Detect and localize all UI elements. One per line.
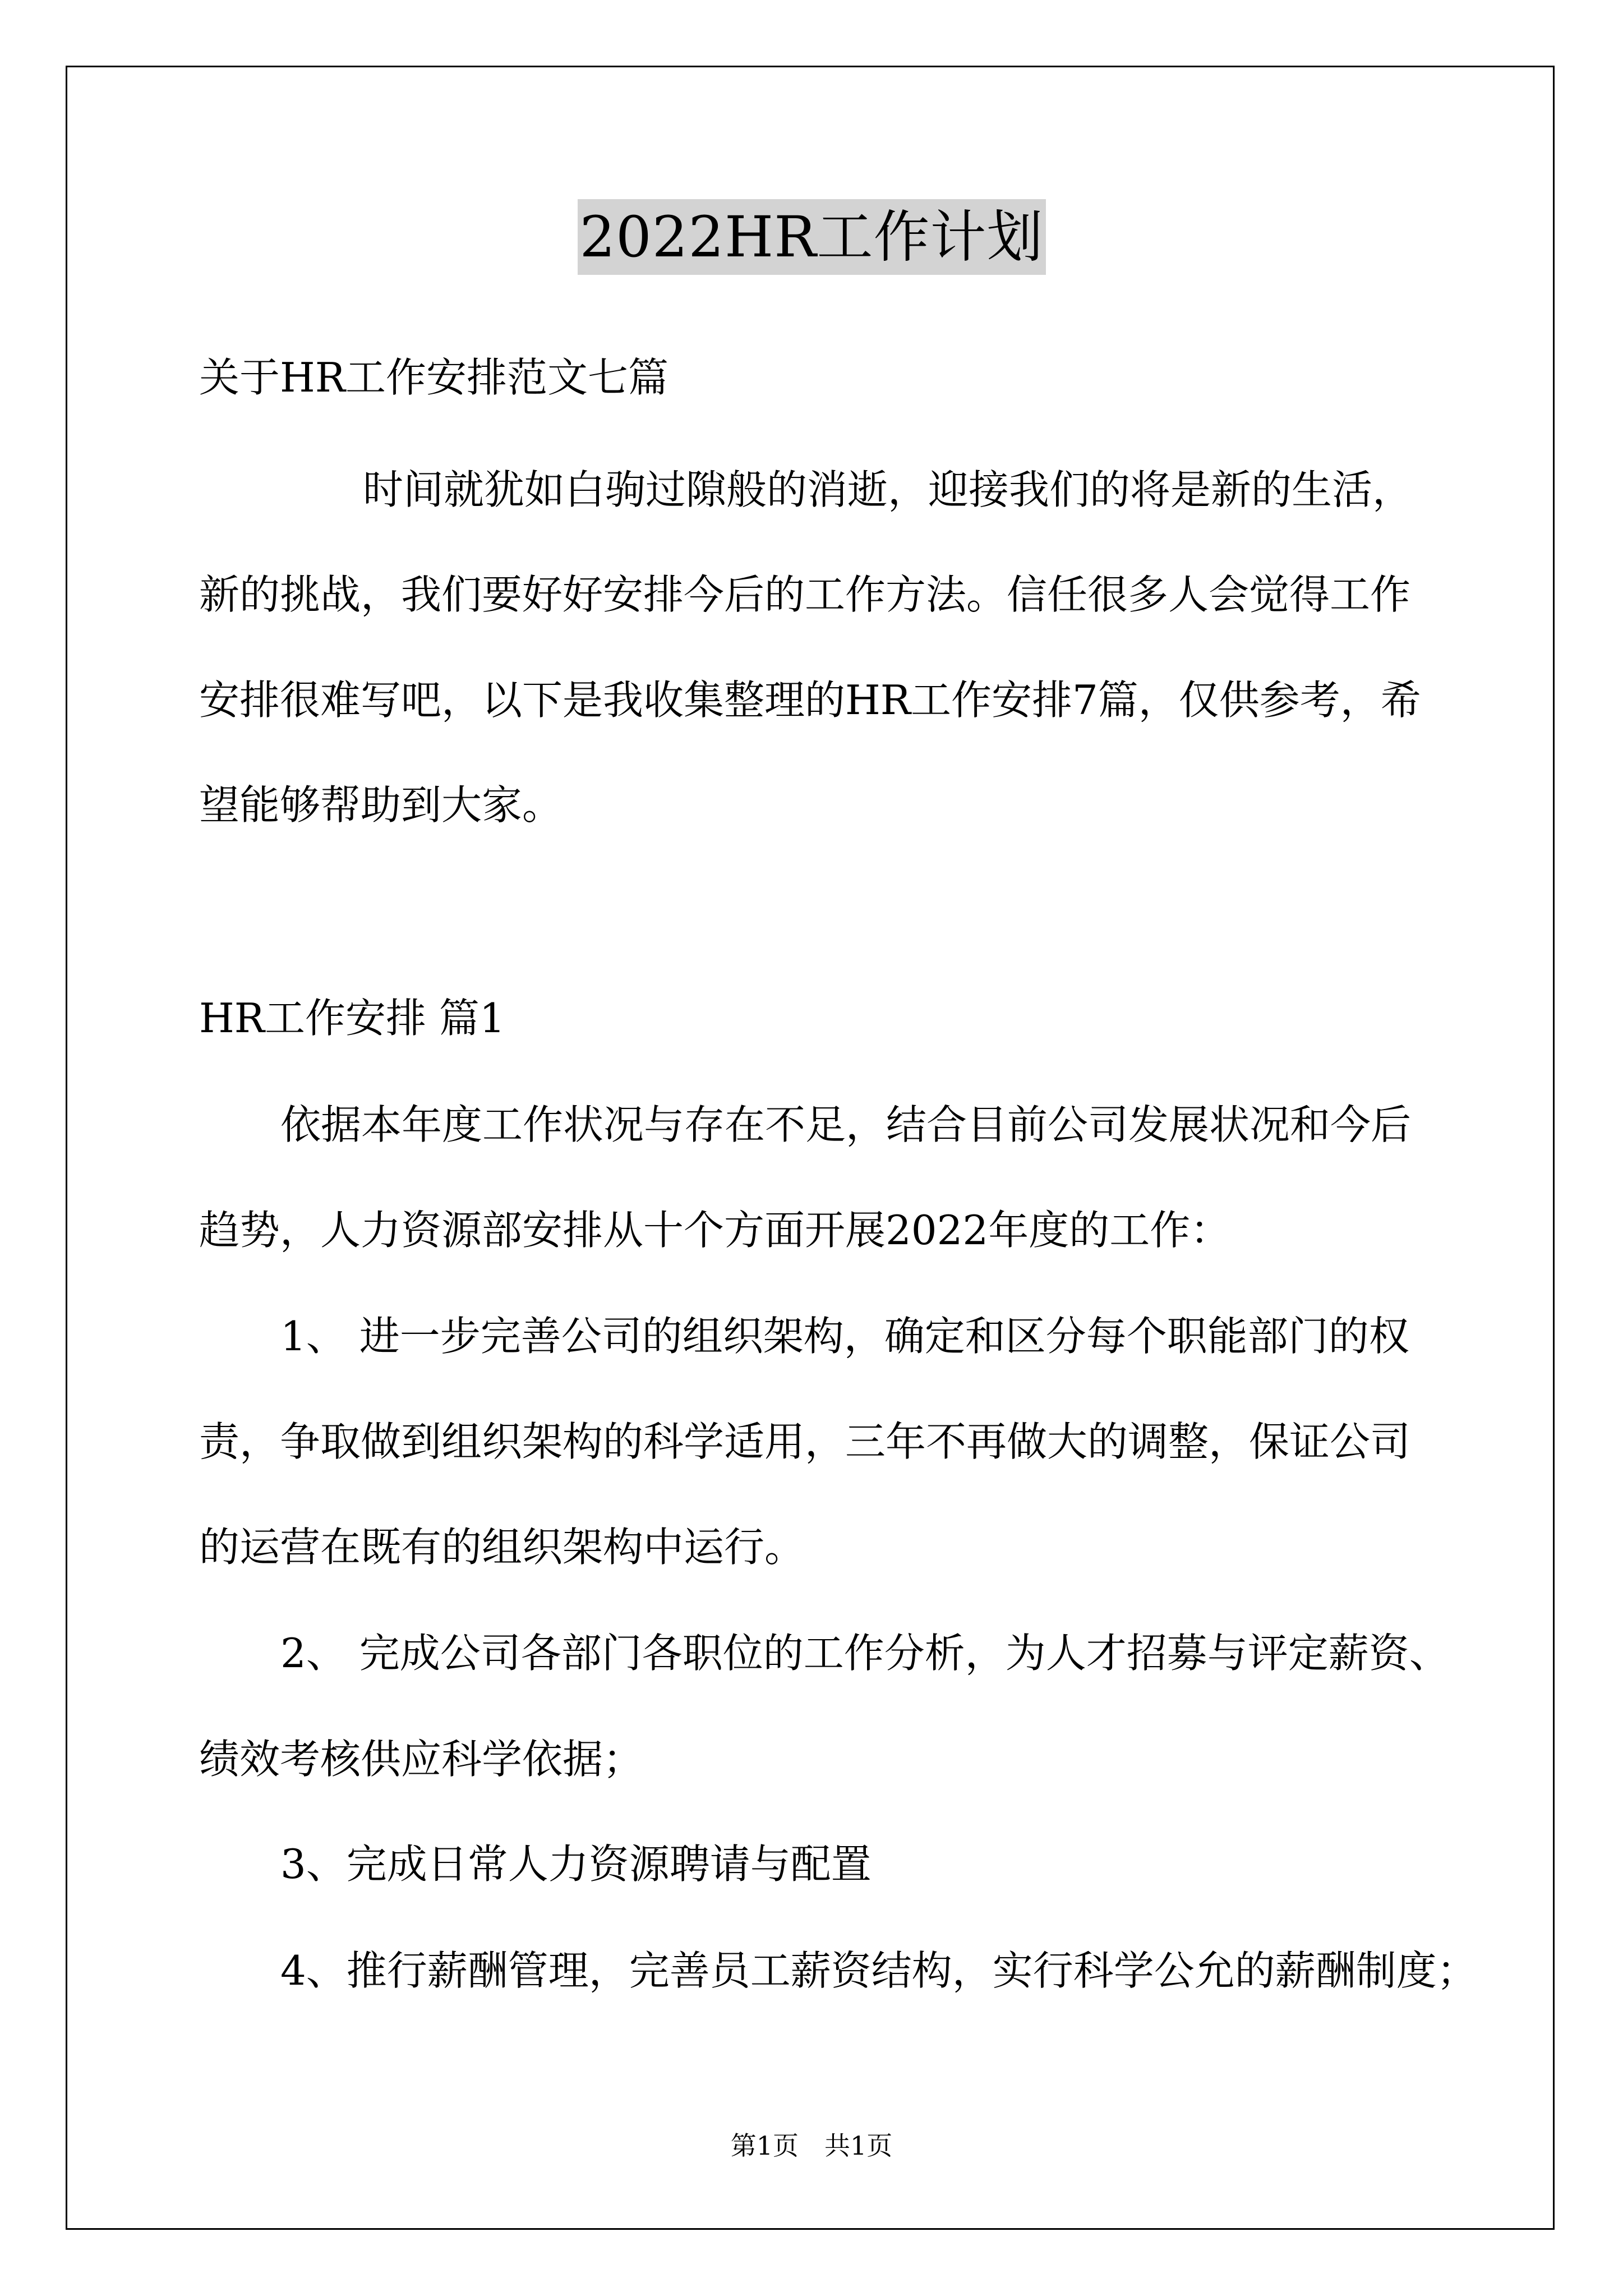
list-item-line: 3、完成日常人力资源聘请与配置 [280, 1841, 872, 1888]
list-item-line: 绩效考核供应科学依据； [199, 1736, 644, 1783]
title-container [0, 199, 1623, 275]
paragraph-line: 望能够帮助到大家。 [199, 781, 563, 829]
paragraph-line: 安排很难写吧，以下是我收集整理的HR工作安排7篇，仅供参考，希 [199, 677, 1421, 724]
list-item-line: 2、 完成公司各部门各职位的工作分析，为人才招募与评定薪资、 [280, 1630, 1450, 1677]
paragraph-line: 新的挑战，我们要好好安排今后的工作方法。信任很多人会觉得工作 [199, 571, 1411, 618]
paragraph-line: 趋势，人力资源部安排从十个方面开展2022年度的工作： [199, 1207, 1231, 1254]
list-item-line: 责，争取做到组织架构的科学适用，三年不再做大的调整，保证公司 [199, 1418, 1411, 1465]
list-item-line: 4、推行薪酬管理，完善员工薪资结构，实行科学公允的薪酬制度； [280, 1947, 1477, 1994]
subtitle-line: 关于HR工作安排范文七篇 [199, 354, 669, 401]
page-title: 2022HR工作计划 [578, 199, 1046, 275]
paragraph-line: 时间就犹如白驹过隙般的消逝，迎接我们的将是新的生活， [363, 466, 1413, 513]
paragraph-line: 依据本年度工作状况与存在不足，结合目前公司发展状况和今后 [280, 1101, 1412, 1148]
page-footer: 第1页 共1页 [730, 2131, 893, 2161]
list-item-line: 的运营在既有的组织架构中运行。 [199, 1524, 805, 1571]
list-item-line: 1、 进一步完善公司的组织架构，确定和区分每个职能部门的权 [280, 1313, 1409, 1360]
section-heading: HR工作安排 篇1 [199, 995, 505, 1042]
